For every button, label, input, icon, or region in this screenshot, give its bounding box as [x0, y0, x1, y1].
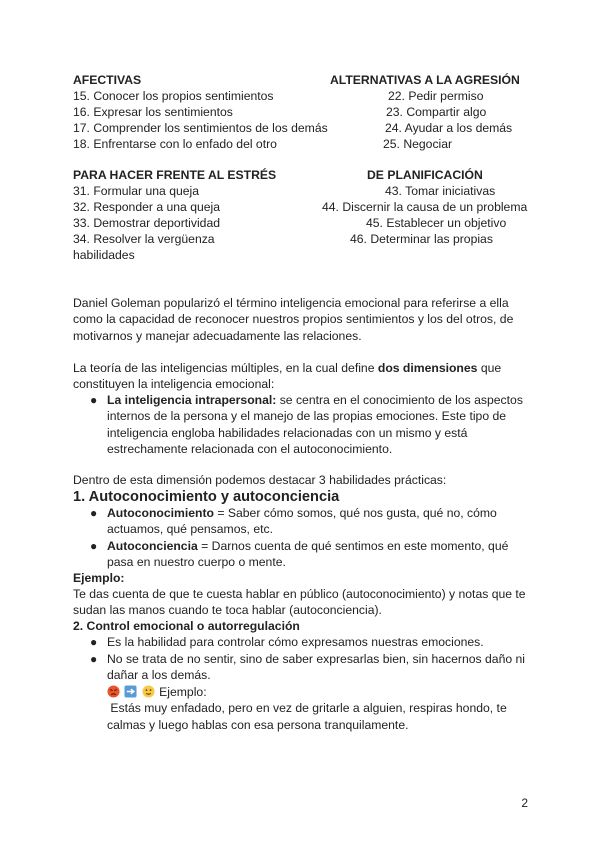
bullet-icon: ● [90, 506, 98, 520]
bullet-line: dañar a los demás. [107, 668, 211, 683]
skill-item: 45. Establecer un objetivo [366, 216, 507, 230]
section-heading: 2. Control emocional o autorregulación [73, 619, 300, 633]
skill-item: 24. Ayudar a los demás [385, 121, 513, 135]
example-line: sudan las manos cuando te toca hablar (autoconciencia). [73, 603, 382, 618]
estres-title: PARA HACER FRENTE AL ESTRÉS [73, 168, 277, 182]
theory-line [73, 360, 533, 376]
bullet-line [107, 392, 527, 408]
example-label: Ejemplo: [155, 684, 207, 699]
skill-item: 34. Resolver la vergüenza [73, 232, 215, 246]
emoji-example-line [107, 684, 527, 700]
bullet-icon: ● [90, 635, 98, 649]
right-arrow-icon [124, 685, 137, 698]
bullet-line: inteligencia engloba habilidades relacionadas con un mismo y está [107, 425, 468, 440]
bullet-text: se centra en el conocimiento de los aspectos [276, 393, 523, 407]
bullet-line: actuamos, qué pensamos, etc. [107, 522, 273, 537]
bullet-icon: ● [90, 652, 98, 666]
skill-item: 22. Pedir permiso [388, 89, 484, 103]
section-heading: 1. Autoconocimiento y autoconciencia [73, 489, 340, 505]
theory-text: que [477, 361, 502, 375]
bullet-line: estrechamente relacionada con el autoconocimiento. [107, 442, 393, 457]
autoconocimiento-bullet [107, 505, 527, 538]
theory-line: constituyen la inteligencia emocional: [73, 377, 275, 392]
alternativas-title: ALTERNATIVAS A LA AGRESIÓN [330, 73, 520, 87]
skill-item: 16. Expresar los sentimientos [73, 105, 233, 119]
control-bullet-2 [107, 651, 527, 733]
bullet-bold: Autoconciencia [107, 539, 198, 553]
control-bullet: Es la habilidad para controlar cómo expresamos nuestras emociones. [107, 635, 484, 649]
skill-item: habilidades [73, 248, 135, 262]
skill-item: 23. Compartir algo [386, 105, 487, 119]
skill-item: 32. Responder a una queja [73, 200, 221, 214]
bullet-icon: ● [90, 539, 98, 553]
skill-item: 17. Comprender los sentimientos de los demás [73, 121, 328, 135]
afectivas-title: AFECTIVAS [73, 73, 142, 87]
theory-bold: dos dimensiones [377, 361, 478, 375]
page-number: 2 [521, 796, 528, 810]
bullet-text: = Darnos cuenta de qué sentimos en este momento, qué [197, 539, 509, 553]
skill-item: 46. Determinar las propias [350, 232, 493, 246]
bullet-line [107, 538, 527, 554]
example-line: calmas y luego hablas con esa persona tranquilamente. [107, 717, 409, 732]
intro-line: como la capacidad de reconocer nuestros propios sentimientos y los del otros, de [73, 312, 514, 327]
bullet-bold: Autoconocimiento [107, 506, 214, 520]
example-line: Estás muy enfadado, pero en vez de gritarle a alguien, respiras hondo, te [107, 701, 507, 716]
bullet-text: = Saber cómo somos, qué nos gusta, qué no, cómo [213, 506, 497, 520]
planificacion-title: DE PLANIFICACIÓN [367, 168, 483, 182]
intrapersonal-bullet [107, 392, 527, 458]
bullet-line: pasa en nuestro cuerpo o mente. [107, 555, 286, 570]
skill-item: 18. Enfrentarse con lo enfado del otro [73, 137, 277, 151]
bullet-line: internos de la persona y el manejo de las propias emociones. Este tipo de [107, 409, 507, 424]
intro-line: motivarnos y manejar adecuadamente las relaciones. [73, 328, 362, 343]
calm-face-icon [142, 685, 155, 698]
skill-item: 15. Conocer los propios sentimientos [73, 89, 274, 103]
dimension-intro: Dentro de esta dimensión podemos destacar 3 habilidades prácticas: [73, 473, 447, 487]
skill-item: 25. Negociar [383, 137, 453, 151]
intro-paragraph [73, 295, 533, 344]
skill-item: 33. Demostrar deportividad [73, 216, 220, 230]
theory-paragraph [73, 360, 533, 393]
skill-item: 43. Tomar iniciativas [385, 184, 496, 198]
intro-line: Daniel Goleman popularizó el término inteligencia emocional para referirse a ella [73, 296, 509, 310]
bullet-line [107, 505, 527, 521]
example-line: Te das cuenta de que te cuesta hablar en público (autoconocimiento) y notas que te [73, 587, 526, 601]
autoconciencia-bullet [107, 538, 527, 571]
example-label: Ejemplo: [73, 571, 125, 585]
skill-item: 44. Discernir la causa de un problema [322, 200, 528, 214]
skill-item: 31. Formular una queja [73, 184, 200, 198]
angry-face-icon [107, 685, 120, 698]
bullet-bold: La inteligencia intrapersonal: [107, 393, 277, 407]
bullet-icon: ● [90, 393, 98, 407]
theory-text: La teoría de las inteligencias múltiples, en la cual define [73, 361, 378, 375]
example-paragraph [73, 586, 533, 619]
bullet-line: No se trata de no sentir, sino de saber expresarlas bien, sin hacernos daño ni [107, 652, 526, 666]
